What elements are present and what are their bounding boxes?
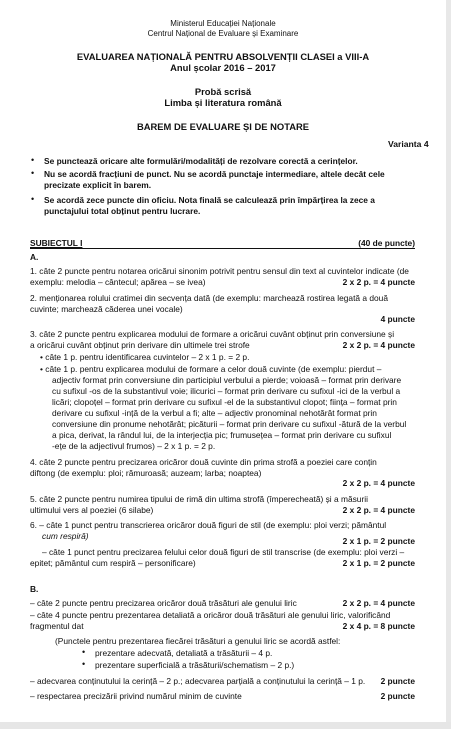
school-year: Anul școlar 2016 – 2017 <box>170 62 276 73</box>
item3-detail-1: adjectiv format prin conversiune din participiul verbului a pierde; voioasă – format prin derivare <box>52 375 402 385</box>
bullet-icon: • <box>82 659 86 669</box>
item3-bullet1: • câte 1 p. pentru identificarea cuvintelor – 2 x 1 p. = 2 p. <box>40 352 250 362</box>
b-points-3: 2 puncte <box>380 676 415 686</box>
b-points-4: 2 puncte <box>380 691 415 701</box>
item6-points-1: 2 x 1 p. = 2 puncte <box>342 536 415 546</box>
variant-label: Varianta 4 <box>388 139 429 149</box>
item1-line1: 1. câte 2 puncte pentru notarea oricărui sinonim potrivit pentru sensul din text al cuvintelor indicate (de <box>30 266 409 276</box>
subject-underline <box>30 248 415 249</box>
item3-detail-2: cu sufixul -os de la substantivul voie; ilicurici – format prin derivare cu sufixul -ici de la verbul a <box>52 386 401 396</box>
item1-line2: exemplu: melodia – cântecul; apărea – se ivea) <box>30 277 206 287</box>
item6-line2: cum respiră) <box>42 531 89 541</box>
subject-points: (40 de puncte) <box>358 238 415 248</box>
item3-points: 2 x 2 p. = 4 puncte <box>342 340 415 350</box>
item5-line1: 5. câte 2 puncte pentru numirea tipului de rimă din ultima strofă (împerecheată) și a măsurii <box>30 494 368 504</box>
item3-bullet2: • câte 1 p. pentru explicarea modului de formare a celor două cuvinte (de exemplu: pierdut – <box>40 364 382 374</box>
rule-2: Nu se acordă fracțiuni de punct. Nu se acordă punctaje intermediare, altele decât cele <box>44 169 385 179</box>
page-edge-right <box>446 0 451 729</box>
item4-points: 2 x 2 p. = 4 puncte <box>342 478 415 488</box>
exam-title: EVALUAREA NAȚIONALĂ PENTRU ABSOLVENȚII CLASEI a VIII-A <box>76 51 370 62</box>
item2-line2: cuvinte; marchează căderea unei vocale) <box>30 304 183 314</box>
b-note-1: prezentare adecvată, detaliată a trăsăturii – 4 p. <box>95 648 273 658</box>
section-a-label: A. <box>30 252 39 262</box>
subject-title: Limba și literatura română <box>164 97 282 108</box>
b-line2-cont: fragmentul dat <box>30 621 84 631</box>
b-points-2: 2 x 4 p. = 8 puncte <box>342 621 415 631</box>
bullet-icon: • <box>31 194 35 204</box>
b-note-2: prezentare superficială a trăsăturii/schematism – 2 p.) <box>95 660 295 670</box>
b-line2: – câte 4 puncte pentru prezentarea detaliată a oricăror două trăsături ale genului liric, valorificând <box>30 610 391 620</box>
item1-points: 2 x 2 p. = 4 puncte <box>342 277 415 287</box>
item3-detail-4: derivare cu sufixul -ință de la verbul a fi; alte – adjectiv pronominal nehotărât format prin <box>52 408 377 418</box>
item6-points-2: 2 x 1 p. = 2 puncte <box>342 558 415 568</box>
item3-detail-7: -ețe de la adjectivul frumos) – 2 x 1 p. = 2 p. <box>52 441 216 451</box>
item3-detail-5: conversiune din pronume nehotărât; picăturii – format prin derivare cu sufixul -ătură de la verbul <box>52 419 407 429</box>
item3-line1: 3. câte 2 puncte pentru explicarea modului de formare a oricărui cuvânt obținut prin conversiune și <box>30 329 395 339</box>
item5-line2: ultimului vers al poeziei (6 silabe) <box>30 505 154 515</box>
section-b-label: B. <box>30 584 39 594</box>
center-line: Centrul Național de Evaluare și Examinare <box>147 29 299 38</box>
item3-detail-3: licări; clopoțel – format prin derivare cu sufixul -el de la substantivul clopot; ființa – format prin <box>52 397 397 407</box>
b-points-1: 2 x 2 p. = 4 puncte <box>342 598 415 608</box>
b-note: (Punctele pentru prezentarea fiecărei trăsături a genului liric se acordă astfel: <box>55 636 341 646</box>
b-line3: – adecvarea conținutului la cerință – 2 p.; adecvarea parțială a conținutului la cerință – 1 p. <box>30 676 366 686</box>
item2-points: 4 puncte <box>380 314 415 324</box>
item6-line1: 6. – câte 1 punct pentru transcrierea oricăror două figuri de stil (de exemplu: ploi verzi; pământul <box>30 520 387 530</box>
bullet-icon: • <box>82 647 86 657</box>
item4-line1: 4. câte 2 puncte pentru precizarea oricăror două cuvinte din prima strofă a poeziei care conțin <box>30 457 377 467</box>
rule-3-cont: punctajului total obținut pentru lucrare. <box>44 206 201 216</box>
rule-3: Se acordă zece puncte din oficiu. Nota finală se calculează prin împărțirea la zece a <box>44 195 375 205</box>
item5-points: 2 x 2 p. = 4 puncte <box>342 505 415 515</box>
page-edge-bottom <box>0 722 451 729</box>
b-line4: – respectarea precizării privind numărul minim de cuvinte <box>30 691 242 701</box>
subject-heading: SUBIECTUL I <box>30 238 83 248</box>
bullet-icon: • <box>31 168 35 178</box>
barem-title: BAREM DE EVALUARE ȘI DE NOTARE <box>136 121 310 132</box>
rule-2-cont: precizate explicit în barem. <box>44 180 152 190</box>
bullet-icon: • <box>31 155 35 165</box>
rule-1: Se punctează oricare alte formulări/modalități de rezolvare corectă a cerințelor. <box>44 156 358 166</box>
probe-title: Probă scrisă <box>194 86 252 97</box>
item6-line3: – câte 1 punct pentru precizarea felului celor două figuri de stil transcrise (de exemplu: ploi verzi – <box>42 547 405 557</box>
item3-detail-6: a pica, derivat, la rândul lui, de la interjecția pic; frumusețea – format prin derivare cu sufixul <box>52 430 392 440</box>
ministry-line: Ministerul Educației Naționale <box>170 19 276 28</box>
item6-line4: epitet; pământul cum respiră – personificare) <box>30 558 196 568</box>
item2-line1: 2. menționarea rolului cratimei din secvența dată (de exemplu: marchează rostirea legată a două <box>30 293 388 303</box>
b-line1: – câte 2 puncte pentru precizarea oricăror două trăsături ale genului liric <box>30 598 297 608</box>
item3-line2: a oricărui cuvânt obținut prin derivare din ultimele trei strofe <box>30 340 250 350</box>
item4-line2: diftong (de exemplu: ploi; rămuroasă; auzeam; larba; noaptea) <box>30 468 262 478</box>
